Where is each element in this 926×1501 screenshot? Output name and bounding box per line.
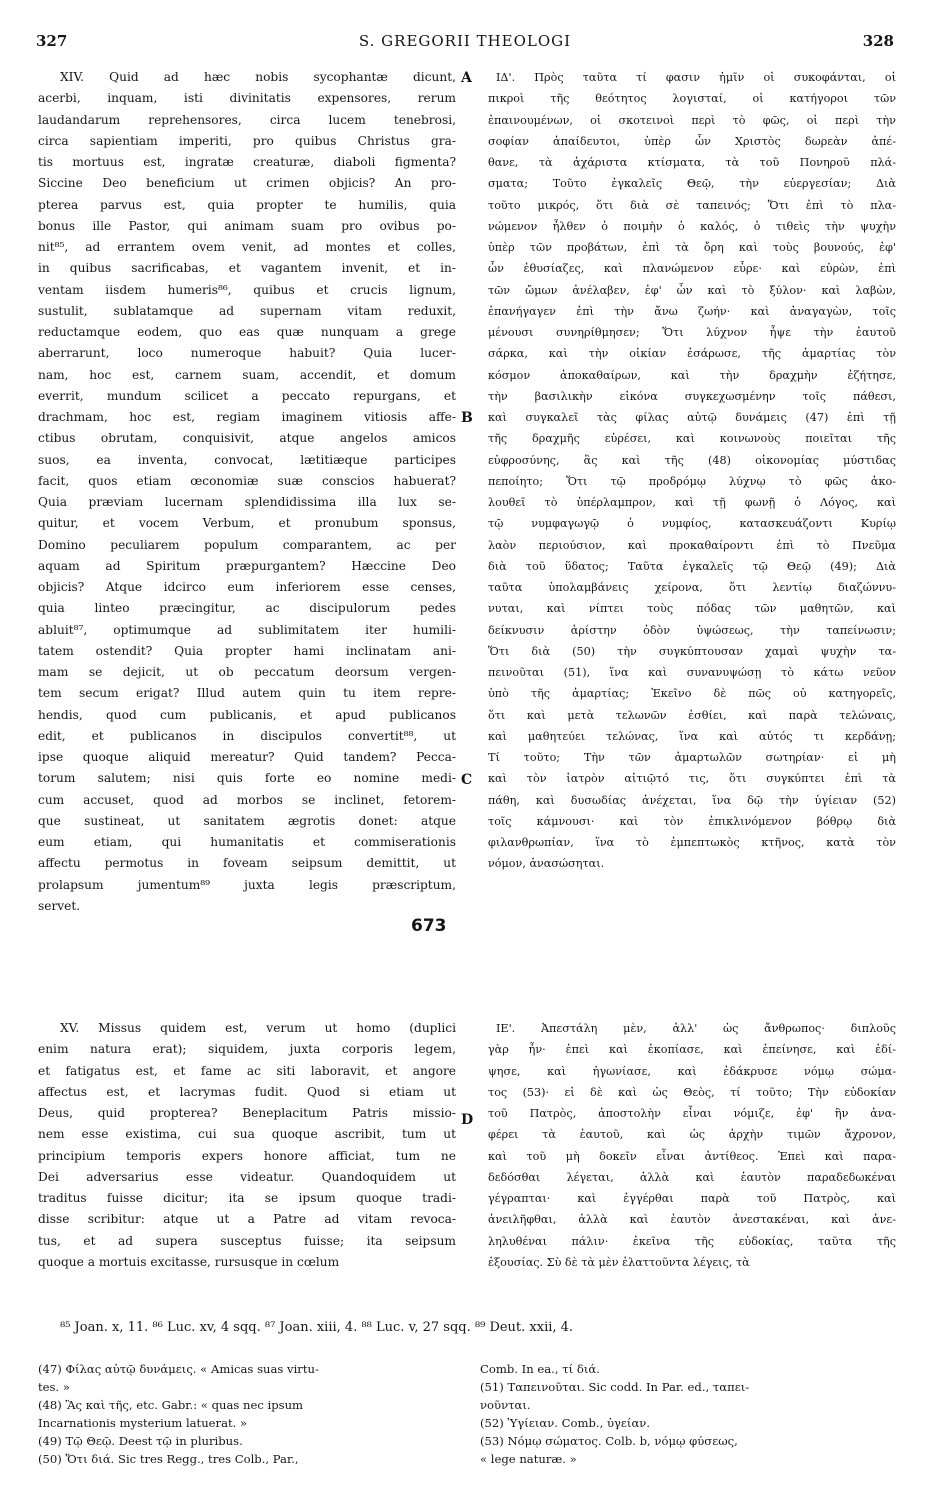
greek-text-line: φέρει τὰ ἑαυτοῦ, καὶ ὡς ἀρχὴν τιμῶν ἄχρονον, — [488, 1128, 896, 1142]
greek-text-line: Ὅτι διὰ (50) τὴν συγκύπτουσαν χαμαὶ ψυχὴν τα- — [488, 644, 896, 658]
greek-text-line: καὶ τὸν ἰατρὸν αἰτιῷτό τις, ὅτι συγκύπτει ἐπὶ τὰ — [488, 772, 896, 786]
latin-text-line: everrit, mundum scilicet a peccato repurgans, et — [38, 388, 456, 403]
footnote-line: (49) Τῷ Θεῷ. Deest τῷ in pluribus. — [38, 1434, 243, 1448]
latin-text-line: Dei adversarius esse videatur. Quandoquidem ut — [38, 1169, 456, 1184]
latin-text-line: enim natura erat); siquidem, juxta corporis legem, — [38, 1042, 456, 1057]
greek-text-line: καὶ συγκαλεῖ τὰς φίλας αὐτῷ δυνάμεις (47) ἐπὶ τῇ — [488, 411, 896, 424]
greek-text-line: ληλυθέναι πάλιν· ἐκεῖνα τῆς εὐδοκίας, ταῦτα τῆς — [488, 1234, 896, 1248]
latin-text-line: acerbi, inquam, isti divinitatis expensores, rerum — [38, 91, 456, 106]
footnote-line: Incarnationis mysterium latuerat. » — [38, 1416, 248, 1430]
greek-text-line: πεποίητο; Ὅτι τῷ προδρόμῳ λύχνῳ τὸ φῶς ἀκο- — [488, 474, 896, 488]
greek-text-line: τῷ νυμφαγωγῷ ὁ νυμφίος, κατασκευάζοντι Κυρίῳ — [488, 517, 896, 531]
footnote-line: (53) Νόμῳ σώματος. Colb. b, νόμῳ φύσεως, — [480, 1434, 738, 1448]
greek-text-line: πεινοῦται (51), ἵνα καὶ συνανυψώσῃ τὸ κάτω νεῦον — [488, 666, 896, 679]
greek-text-line: ὧν ἐθυσίαζες, καὶ πλανώμενον εὗρε· καὶ εὑρὼν, ἐπὶ — [488, 262, 896, 276]
greek-text-line: ἀνειλῆφθαι, ἀλλὰ καὶ ἑαυτὸν ἀνεστακέναι, καὶ ἀνε- — [488, 1213, 896, 1227]
latin-column-section-15 — [38, 1018, 456, 1273]
latin-text-line: hendis, quod cum publicanis, et apud publicanos — [38, 707, 456, 722]
greek-text-line: λουθεῖ τὸ ὑπέρλαμπρον, καὶ τῇ φωνῇ ὁ Λόγος, καὶ — [488, 496, 896, 509]
right-page-number: 328 — [862, 32, 894, 50]
greek-text-line: διὰ τοῦ ὕδατος; Ταῦτα ἐγκαλεῖς τῷ Θεῷ (49); Διὰ — [488, 559, 896, 573]
latin-text-line: XIV. Quid ad hæc nobis sycophantæ dicunt, — [60, 70, 456, 84]
greek-text-line: ΙΕ'. Ἀπεστάλη μὲν, ἀλλ' ὡς ἄνθρωπος· διπλοῦς — [496, 1022, 896, 1035]
latin-text-line: ipse quoque aliquid mereatur? Quid tandem? Pecca- — [38, 750, 456, 764]
page-header — [36, 32, 894, 54]
inline-page-number: 673 — [411, 916, 447, 936]
greek-text-line: κόσμον ἀποκαθαίρων, καὶ τὴν δραχμὴν ἐζήτησε, — [488, 368, 896, 382]
latin-text-line: quia linteo præcingitur, ac discipulorum pedes — [38, 601, 456, 616]
greek-text-line: ἐξουσίας. Σὺ δὲ τὰ μὲν ἐλαττοῦντα λέγεις, τὰ — [488, 1255, 750, 1269]
greek-column-section-14 — [488, 67, 896, 875]
greek-text-line: θανε, τὰ ἀχάριστα κτίσματα, τὰ τοῦ Πονηροῦ πλά- — [488, 156, 896, 169]
greek-text-line: μένουσι συνηρίθμησεν; Ὅτι λύχνον ἧψε τὴν ἑαυτοῦ — [488, 326, 896, 339]
greek-text-line: τῆς δραχμῆς εὑρέσει, καὶ κοινωνοὺς ποιεῖται τῆς — [488, 432, 896, 446]
greek-text-line: εὐφροσύνης, ἃς καὶ τῆς (48) οἰκονομίας μύστιδας — [488, 453, 896, 467]
latin-text-line: Domino peculiarem populum comparantem, ac per — [38, 537, 456, 552]
latin-text-line: affectu permotus in foveam seipsum demittit, ut — [38, 856, 456, 871]
latin-text-line: edit, et publicanos in discipulos convertit⁸⁸, ut — [38, 728, 456, 743]
latin-text-line: et fatigatus est, et fame ac siti laboravit, et angore — [38, 1063, 456, 1078]
latin-text-line: suos, ea inventa, convocat, lætitiæque participes — [38, 452, 456, 467]
latin-text-line: prolapsum jumentum⁸⁹ juxta legis præscriptum, — [38, 877, 456, 892]
footnote-line: « lege naturæ. » — [480, 1452, 577, 1466]
greek-text-line: δεδόσθαι λέγεται, ἀλλὰ καὶ ἑαυτὸν παραδεδωκέναι — [488, 1170, 896, 1184]
footnote-line: (51) Ταπεινοῦται. Sic codd. In Par. ed., ταπει- — [480, 1380, 750, 1394]
footnote-line: (52) Ὑγίειαν. Comb., ὑγείαν. — [480, 1416, 651, 1430]
latin-text-line: abluit⁸⁷, optimumque ad sublimitatem iter humili- — [38, 622, 456, 637]
greek-text-line: λαὸν περιούσιον, καὶ προκαθαίροντι ἐπὶ τὸ Πνεῦμα — [488, 538, 896, 552]
greek-text-line: ὑπὸ τῆς ἁμαρτίας; Ἐκεῖνο δὲ πῶς οὐ κατηγορεῖς, — [488, 687, 896, 701]
latin-text-line: eum etiam, qui humanitatis et commiserationis — [38, 835, 456, 849]
latin-text-line: nit⁸⁵, ad errantem ovem venit, ad montes et colles, — [38, 240, 456, 254]
footnote-line: (50) Ὅτι διά. Sic tres Regg., tres Colb., Par., — [38, 1452, 299, 1466]
greek-text-line: τος (53)· εἰ δὲ καὶ ὡς Θεὸς, τί τοῦτο; Τὴν εὐδοκίαν — [488, 1085, 896, 1099]
greek-text-line: σοφίαν ἀπαίδευτοι, ὑπὲρ ὧν Χριστὸς δωρεὰν ἀπέ- — [488, 134, 896, 148]
latin-text-line: objicis? Atque idcirco eum inferiorem esse censes, — [38, 580, 456, 594]
greek-text-line: φιλανθρωπίαν, ἵνα τὸ ἐμπεπτωκὸς κτῆνος, κατὰ τὸν — [488, 836, 896, 849]
greek-column-section-15 — [488, 1018, 896, 1273]
greek-text-line: ὅτι καὶ μετὰ τελωνῶν ἐσθίει, καὶ παρὰ τελώναις, — [488, 708, 896, 722]
latin-text-line: laudandarum reprehensores, circa lucem tenebrosi, — [38, 112, 456, 127]
margin-letter-a: A — [461, 70, 472, 86]
latin-text-line: aberrarunt, loco numeroque habuit? Quia lucer- — [38, 346, 456, 361]
latin-text-line: ctibus obrutam, conquisivit, atque angelos amicos — [38, 431, 456, 446]
latin-text-line: circa sapientiam imperiti, pro quibus Christus gra- — [38, 133, 456, 148]
greek-text-line: νώμενον ἦλθεν ὁ ποιμὴν ὁ καλός, ὁ τιθεὶς τὴν ψυχὴν — [488, 219, 896, 233]
latin-text-line: Deus, quid propterea? Beneplacitum Patris missio- — [38, 1106, 456, 1120]
greek-text-line: σάρκα, καὶ τὴν οἰκίαν ἐσάρωσε, τῆς ἁμαρτίας τὸν — [488, 347, 896, 361]
latin-text-line: principium temporis expers honore afficiat, tum ne — [38, 1148, 456, 1163]
footnotes-right — [480, 1360, 900, 1468]
footnotes-left — [38, 1360, 458, 1468]
margin-letter-b: B — [461, 410, 473, 426]
footnote-line: (48) Ἃς καὶ τῆς, etc. Gabr.: « quas nec ipsum — [38, 1398, 304, 1412]
latin-text-line: facit, quos etiam œconomiæ suæ conscios habuerat? — [38, 473, 456, 488]
latin-text-line: nam, hoc est, carnem suam, accendit, et domum — [38, 367, 456, 382]
latin-text-line: disse scribitur: atque ut a Patre ad vitam revoca- — [38, 1212, 456, 1227]
latin-text-line: quitur, et vocem Verbum, et pronubum sponsus, — [38, 516, 456, 531]
greek-text-line: πικροὶ τῆς θεότητος λογισταί, οἱ κατήγοροι τῶν — [488, 92, 896, 106]
greek-text-line: ταῦτα ὑπολαμβάνεις χείρονα, ὅτι λεντίῳ διαζώννυ- — [488, 581, 896, 594]
greek-text-line: τοῖς κάμνουσι· καὶ τὸν ἐπικλινόμενον βόθρῳ διὰ — [488, 814, 896, 828]
latin-text-line: pterea parvus est, quia propter te humilis, quia — [38, 197, 456, 212]
latin-text-line: drachmam, hoc est, regiam imaginem vitiosis affe- — [38, 410, 456, 424]
footnote-line: tes. » — [38, 1380, 70, 1394]
footnote-line: νοῦνται. — [480, 1398, 531, 1412]
greek-text-line: τῶν ὤμων ἀνέλαβεν, ἐφ' ὧν καὶ τὸ ξύλον· καὶ λαβὼν, — [488, 283, 896, 297]
left-page-number: 327 — [36, 32, 68, 50]
latin-text-line: torum salutem; nisi quis forte eo nomine medi- — [38, 771, 456, 786]
greek-text-line: καὶ τοῦ μὴ δοκεῖν εἶναι ἀντίθεος. Ἐπεὶ καὶ παρα- — [488, 1149, 896, 1163]
latin-text-line: reductamque eodem, quo eas quæ nunquam a grege — [38, 325, 456, 339]
greek-text-line: τοῦτο μικρός, ὅτι διὰ σὲ ταπεινός; Ὅτι ἐπὶ τὸ πλα- — [488, 198, 896, 212]
latin-text-line: que sustineat, ut sanitatem ægrotis donet: atque — [38, 813, 456, 828]
footnote-line: (47) Φίλας αὐτῷ δυνάμεις. « Amicas suas virtu- — [38, 1362, 319, 1376]
scripture-references: ⁸⁵ Joan. x, 11. ⁸⁶ Luc. xv, 4 sqq. ⁸⁷ Joan. xiii, 4. ⁸⁸ Luc. v, 27 sqq. ⁸⁹ Deut. xxii, 4. — [60, 1320, 574, 1335]
latin-text-line: tatem ostendit? Quia propter hami inclinatam ani- — [38, 643, 456, 658]
greek-text-line: τοῦ Πατρὸς, ἀποστολὴν εἶναι νόμιζε, ἐφ' ἣν ἀνα- — [488, 1107, 896, 1120]
latin-text-line: bonus ille Pastor, qui animam suam pro ovibus po- — [38, 218, 456, 233]
latin-text-line: ventam iisdem humeris⁸⁶, quibus et crucis lignum, — [38, 282, 456, 297]
latin-column-section-14 — [38, 67, 456, 917]
footnote-line: Comb. In ea., τί διά. — [480, 1362, 600, 1376]
latin-text-line: tis mortuus est, ingratæ creaturæ, diaboli figmenta? — [38, 155, 456, 169]
greek-text-line: πάθη, καὶ δυσωδίας ἀνέχεται, ἵνα δῷ τὴν ὑγίειαν (52) — [488, 793, 896, 807]
latin-text-line: XV. Missus quidem est, verum ut homo (duplici — [60, 1021, 456, 1035]
greek-text-line: τὴν βασιλικὴν εἰκόνα συγκεχωσμένην τοῖς πάθεσι, — [488, 389, 896, 403]
latin-text-line: Quia præviam lucernam splendidissima illa lux se- — [38, 495, 456, 509]
latin-text-line: quoque a mortuis excitasse, rursusque in cœlum — [38, 1254, 340, 1269]
greek-text-line: γὰρ ἦν· ἐπεὶ καὶ ἐκοπίασε, καὶ ἐπείνησε, καὶ ἐδί- — [488, 1043, 896, 1057]
margin-letter-c: C — [461, 772, 473, 788]
greek-text-line: ψησε, καὶ ἠγωνίασε, καὶ ἐδάκρυσε νόμῳ σώμα- — [488, 1064, 896, 1078]
greek-text-line: νυται, καὶ νίπτει τοὺς πόδας τῶν μαθητῶν, καὶ — [488, 602, 896, 616]
greek-text-line: δείκνυσιν ἀρίστην ὁδὸν ὑψώσεως, τὴν ταπείνωσιν; — [488, 623, 896, 637]
latin-text-line: traditus fuisse dicitur; ita se ipsum quoque tradi- — [38, 1191, 456, 1205]
latin-text-line: mam se dejicit, ut ob peccatum deorsum vergen- — [38, 665, 456, 679]
latin-text-line: servet. — [38, 898, 81, 913]
latin-text-line: sustulit, sublatamque ad supernam vitam reduxit, — [38, 303, 456, 318]
latin-text-line: tem secum erigat? Illud autem quin tu item repre- — [38, 686, 456, 701]
latin-text-line: nem esse existima, cui sua quoque ascribit, tum ut — [38, 1127, 456, 1142]
latin-text-line: affectus est, et lacrymas fudit. Quod si etiam ut — [38, 1084, 456, 1099]
latin-text-line: aquam ad Spiritum præpurgantem? Hæccine Deo — [38, 558, 456, 573]
greek-text-line: Τί τοῦτο; Τὴν τῶν ἁμαρτωλῶν σωτηρίαν· εἰ μὴ — [488, 751, 896, 764]
greek-text-line: νόμον, ἀνασώσηται. — [488, 857, 605, 871]
greek-text-line: ΙΔ'. Πρὸς ταῦτα τί φασιν ἡμῖν οἱ συκοφάνται, οἱ — [496, 71, 896, 84]
greek-text-line: καὶ μαθητεύει τελώνας, ἵνα καὶ αὐτός τι κερδάνῃ; — [488, 729, 896, 743]
greek-text-line: ὑπὲρ τῶν προβάτων, ἐπὶ τὰ ὄρη καὶ τοὺς βουνούς, ἐφ' — [488, 241, 896, 254]
greek-text-line: ἐπανήγαγεν ἐπὶ τὴν ἄνω ζωήν· καὶ ἀναγαγὼν, τοῖς — [488, 304, 896, 318]
latin-text-line: tus, et ad supera susceptus fuisse; ita seipsum — [38, 1233, 456, 1248]
greek-text-line: γέγραπται· καὶ ἐγγέρθαι παρὰ τοῦ Πατρὸς, καὶ — [488, 1192, 896, 1205]
greek-text-line: ἐπαινουμένων, οἱ σκοτεινοὶ περὶ τὸ φῶς, οἱ περὶ τὴν — [488, 113, 896, 127]
running-title: S. GREGORII THEOLOGI — [358, 32, 572, 50]
latin-text-line: in quibus sacrificabas, et vagantem invenit, et in- — [38, 261, 456, 276]
latin-text-line: cum accuset, quod ad morbos se inclinet, fetorem- — [38, 792, 456, 807]
greek-text-line: σματα; Τοῦτο ἐγκαλεῖς Θεῷ, τὴν εὐεργεσίαν; Διὰ — [488, 177, 896, 191]
margin-letter-d: D — [461, 1112, 474, 1128]
latin-text-line: Siccine Deo beneficium ut crimen objicis? An pro- — [38, 176, 456, 191]
